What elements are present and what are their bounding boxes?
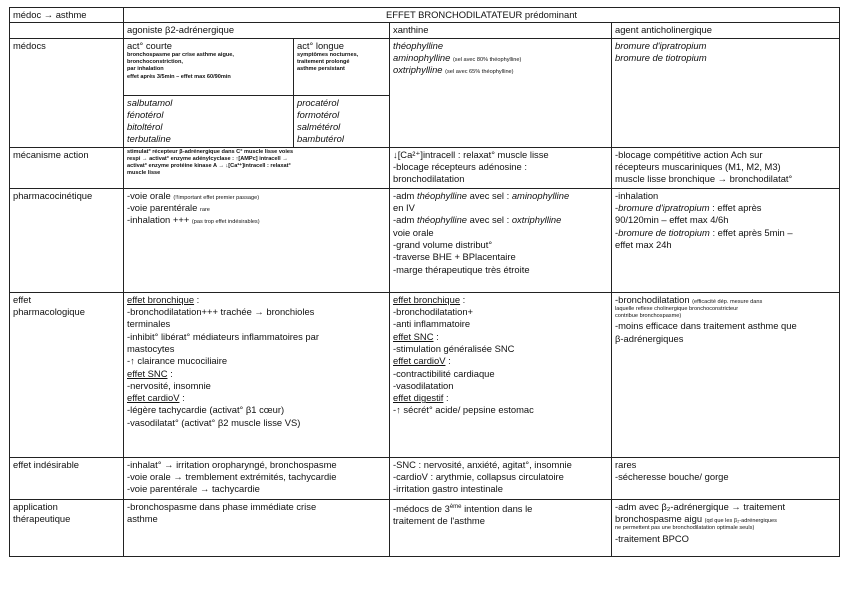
anticholinergic-mechanism-3: muscle lisse bronchique → bronchodilatat° [615,173,793,185]
anticholinergic-application-cell [612,499,840,556]
anticholinergic-pk-4c: : effet après 5min – [709,226,793,238]
short-drug-2: fénotérol [127,108,164,120]
row-label-application-1: application [13,500,58,512]
anticholinergic-pk-1: -inhalation [615,189,659,201]
beta-cardio-2: -vasodilatat° (activat° β2 muscle lisse VS) [127,416,301,428]
short-drug-3: bitoltérol [127,121,163,133]
xanthine-drug-2: aminophylline [393,51,451,63]
short-acting-cell [124,38,294,95]
beta-snc-heading: effet SNC [127,367,168,379]
anticholinergic-note-2: contribue bronchospasme) [615,313,682,320]
row-label-application-2: thérapeutique [13,513,71,525]
row-application [10,499,840,556]
xanthine-pk-3: -grand volume distribut° [393,238,493,250]
empty-header-cell [10,23,124,38]
anticholinergic-application-2: bronchospasme aigu [615,513,703,525]
short-acting-desc-4: effet après 3/5min – effet max 60/90min [127,73,231,80]
xanthine-snc-1: -stimulation généralisée SNC [393,342,515,354]
xanthine-pk-2e: voie orale [393,226,434,238]
row-indesirable [10,457,840,499]
heading-suffix: : [194,293,200,305]
xanthine-pk-2d: oxtriphylline [511,214,562,226]
header-row-1 [10,8,840,23]
long-acting-drugs-cell [294,95,390,147]
anticholinergic-mechanism-1: -blocage compétitive action Ach sur [615,148,763,160]
xanthine-mechanism-1: ↓[Ca²⁺]intracell : relaxat° muscle lisse [393,148,549,160]
short-acting-desc-2: bronchoconstriction, [127,59,183,66]
beta-snc-1: -nervosité, insomnie [127,379,211,391]
asthma-drug-table [9,7,840,557]
xanthine-drug-3-note: (sel avec 65% théophylline) [445,69,514,76]
beta-mechanism-4: muscle lisse [127,170,161,177]
anticholinergic-mechanism-2: récepteurs muscariniques (M1, M2, M3) [615,161,781,173]
anticholinergic-application-3: -traitement BPCO [615,532,689,544]
beta-pharmaco-cell [124,292,390,457]
beta-pk-3: -inhalation +++ [127,214,190,226]
row-label-application [10,499,124,556]
row-label-mecanisme: mécanisme action [10,147,124,188]
long-acting-title: act° longue [297,39,345,51]
xanthine-mechanism-2: -blocage récepteurs adénosine : [393,161,527,173]
short-acting-title: act° courte [127,39,172,51]
anticholinergic-drugs-cell [612,38,840,147]
beta-bronchique-3: -inhibit° libérat° médiateurs inflammatoires par [127,330,319,342]
anticholinergic-pk-2c: : effet après [709,202,762,214]
short-acting-desc-3: par inhalation [127,66,164,73]
xanthine-bronchique-1: -bronchodilatation+ [393,306,474,318]
anticholinergic-indesirable-2: -sécheresse bouche/ gorge [615,471,729,483]
beta-application-1: -bronchospasme dans phase immédiate crise [127,500,317,512]
xanthine-drug-2-note: (sel avec 80% théophylline) [452,56,522,63]
anticholinergic-pk-5: effet max 24h [615,238,672,250]
xanthine-indesirable-2: -cardioV : arythmie, collapsus circulatoire [393,471,564,483]
row-label-pharmacologique-1: effet [13,293,32,305]
xanthine-pk-1a: -adm [393,189,417,201]
xanthine-pk-1e: en IV [393,202,415,214]
long-drug-4: bambutérol [297,133,344,145]
row-label-pharmacocinetique: pharmacocinétique [10,188,124,292]
row-medocs [10,38,840,95]
corner-cell: médoc → asthme [10,8,124,23]
xanthine-digestif-1: -↑ sécrét° acide/ pepsine estomac [393,404,534,416]
xanthine-mechanism-3: bronchodilatation [393,173,465,185]
beta-pk-2-note: rare [199,207,210,214]
heading-suffix: : [445,355,451,367]
beta-bronchique-5: -↑ clairance mucociliaire [127,355,228,367]
beta-bronchique-1: -bronchodilatation+++ trachée → bronchioles [127,306,315,318]
heading-suffix: : [167,367,173,379]
xanthine-pk-2c: avec sel : [467,214,512,226]
anticholinergic-drug-2: bromure de tiotropium [615,51,707,63]
beta-mechanism-1: stimulat° récepteur β-adrénergique dans C° muscle lisse voies [127,148,294,155]
xanthine-pk-1d: aminophylline [511,189,570,201]
long-acting-desc-3: asthme persistant [297,66,345,73]
xanthine-application-2: traitement de l'asthme [393,515,485,527]
xanthine-application-cell [390,499,612,556]
col-header-anticholinergic: agent anticholinergique [612,23,840,38]
short-acting-desc-1: bronchospasme par crise asthme aigue, [127,51,234,58]
beta-indesirable-3: -voie parentérale → tachycardie [127,483,260,495]
anticholinergic-pharmaco-2: -moins efficace dans traitement asthme que [615,320,797,332]
xanthine-cardio-heading: effet cardioV [393,355,446,367]
row-pharmacocinetique [10,188,840,292]
xanthine-drug-1: théophylline [393,39,444,51]
xanthine-bronchique-2: -anti inflammatoire [393,318,471,330]
long-drug-1: procatérol [297,96,339,108]
anticholinergic-pk-2a: - [615,202,619,214]
anticholinergic-application-1: -adm avec β₂-adrénergique → traitement [615,500,786,512]
xanthine-pk-1c: avec sel : [467,189,512,201]
heading-suffix: : [460,293,466,305]
anticholinergic-pharmaco-1-note: (efficacité dép. mesure dans [692,298,763,305]
row-label-pharmacologique-2: pharmacologique [13,306,85,318]
xanthine-drugs-cell [390,38,612,147]
xanthine-pk-2b: théophylline [416,214,468,226]
col-header-xanthine: xanthine [390,23,612,38]
beta-bronchique-heading: effet bronchique [127,293,195,305]
xanthine-application-1: -médocs de 3 [393,502,450,514]
long-acting-cell [294,38,390,95]
short-drug-1: salbutamol [127,96,173,108]
anticholinergic-pharmaco-1: -bronchodilatation [615,293,690,305]
header-row-2 [10,23,840,38]
beta-mechanism-3: activat° enzyme protéine kinase A → ↓[Ca²⁺]intracell : relaxat° [127,163,291,170]
beta-mechanism-2: respi → activat° enzyme adénylcyclase : ↑[AMPc] intracell → [127,155,288,162]
xanthine-cardio-2: -vasodilatation [393,379,454,391]
xanthine-pk-2a: -adm [393,214,417,226]
anticholinergic-drug-1: bromure d'ipratropium [615,39,707,51]
long-acting-desc-1: symptômes nocturnes, [297,51,359,58]
beta-indesirable-cell [124,457,390,499]
row-label-pharmacologique [10,292,124,457]
beta-application-2: asthme [127,513,158,525]
heading-suffix: : [179,392,185,404]
beta-mechanism-cell [124,147,390,188]
anticholinergic-application-note: ne permettent pas une bronchodilatation optimale seuls) [615,525,755,532]
beta-indesirable-1: -inhalat° → irritation oropharyngé, bronchospasme [127,458,337,470]
beta-pk-cell [124,188,390,292]
beta-bronchique-4: mastocytes [127,342,175,354]
xanthine-indesirable-cell [390,457,612,499]
beta-application-cell [124,499,390,556]
beta-cardio-heading: effet cardioV [127,392,180,404]
beta-indesirable-2: -voie orale → tremblement extrémités, tachycardie [127,471,337,483]
xanthine-pk-1b: théophylline [416,189,468,201]
xanthine-snc-heading: effet SNC [393,330,434,342]
beta-bronchique-2: terminales [127,318,171,330]
beta-pk-1: -voie orale [127,189,171,201]
col-header-beta: agoniste β2-adrénergique [124,23,390,38]
beta-cardio-1: -légère tachycardie (activat° β1 cœur) [127,404,285,416]
anticholinergic-application-2-note: (qd que les β₂-adrénergiques [704,518,777,525]
row-label-medocs: médocs [10,38,124,147]
anticholinergic-indesirable-cell [612,457,840,499]
xanthine-indesirable-3: -irritation gastro intestinale [393,483,503,495]
anticholinergic-pk-4a: - [615,226,619,238]
anticholinergic-pharmaco-3: β-adrénergiques [615,332,684,344]
xanthine-drug-3: oxtriphylline [393,64,443,76]
xanthine-pharmaco-cell [390,292,612,457]
long-drug-3: salmétérol [297,121,341,133]
xanthine-pk-5: -marge thérapeutique très étroite [393,263,530,275]
beta-pk-1-note: (!!important effet premier passage) [173,194,260,201]
row-label-indesirable: effet indésirable [10,457,124,499]
xanthine-pk-cell [390,188,612,292]
anticholinergic-pk-2b: bromure d'ipratropium [618,202,710,214]
heading-suffix: : [443,392,449,404]
anticholinergic-note-1: laquelle reflexe cholinergique bronchoconstricteur [615,306,739,313]
anticholinergic-pk-cell [612,188,840,292]
row-pharmacologique [10,292,840,457]
heading-suffix: : [433,330,439,342]
long-drug-2: formotérol [297,108,340,120]
xanthine-application-sup: ème [449,503,462,510]
row-mecanisme [10,147,840,188]
xanthine-mechanism-cell [390,147,612,188]
beta-pk-3-note: (pas trop effet indésirables) [191,219,260,226]
beta-pk-2: -voie parentérale [127,202,198,214]
xanthine-pk-4: -traverse BHE + BPlacentaire [393,251,516,263]
anticholinergic-pk-4b: bromure de tiotropium [618,226,710,238]
long-acting-desc-2: traitement prolongé [297,59,350,66]
xanthine-application-1-end: intention dans le [461,502,533,514]
xanthine-bronchique-heading: effet bronchique [393,293,461,305]
xanthine-indesirable-1: -SNC : nervosité, anxiété, agitat°, insomnie [393,458,572,470]
xanthine-digestif-heading: effet digestif [393,392,444,404]
short-drug-4: terbutaline [127,133,171,145]
table-title: EFFET BRONCHODILATATEUR prédominant [124,8,840,23]
anticholinergic-mechanism-cell [612,147,840,188]
short-acting-drugs-cell [124,95,294,147]
anticholinergic-pk-3: 90/120min – effet max 4/6h [615,214,729,226]
anticholinergic-pharmaco-cell [612,292,840,457]
anticholinergic-indesirable-1: rares [615,458,637,470]
xanthine-cardio-1: -contractibilité cardiaque [393,367,495,379]
